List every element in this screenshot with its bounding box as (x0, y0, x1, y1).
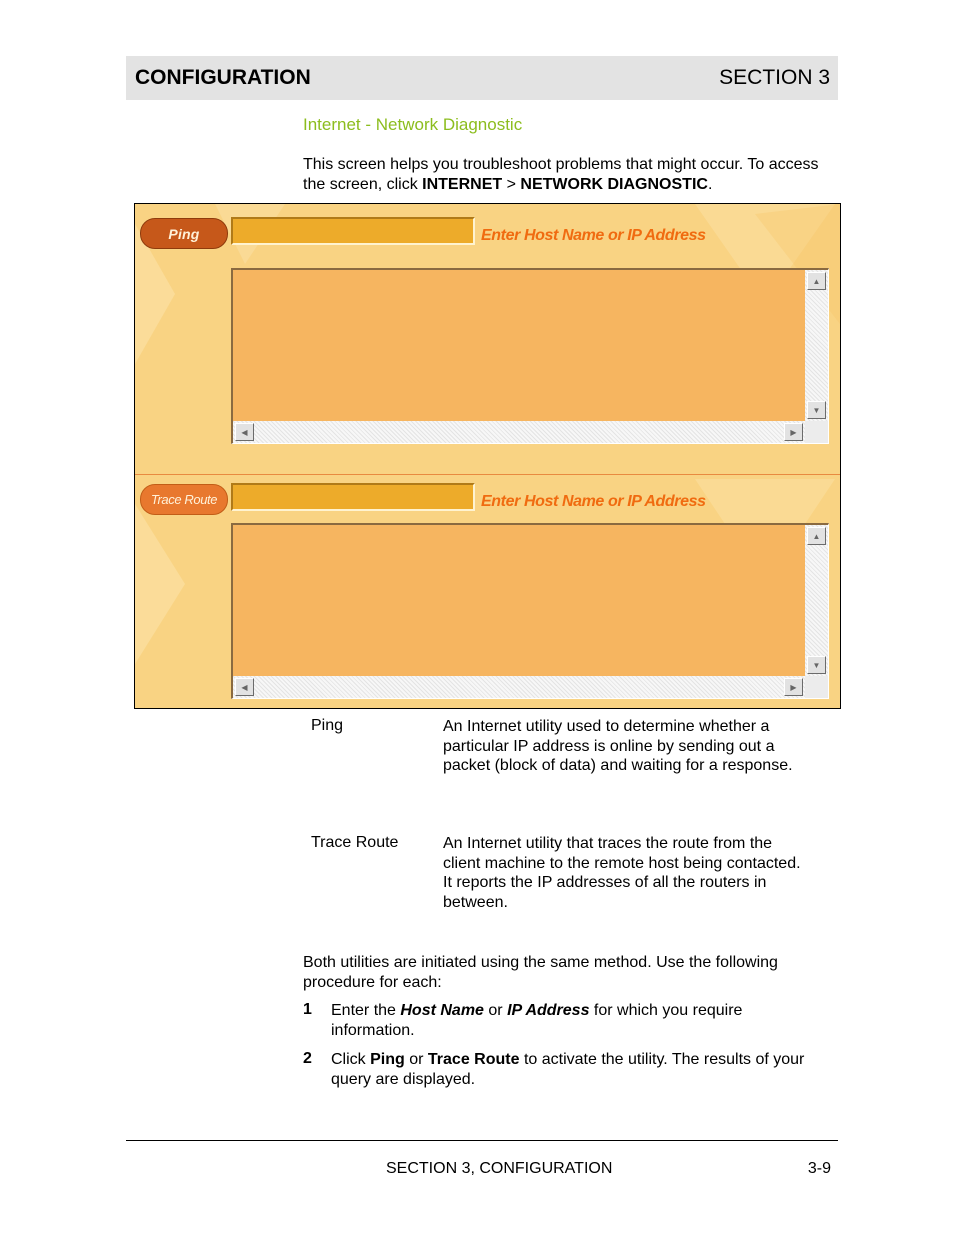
step-trace-route: Trace Route (427, 1051, 520, 1068)
scroll-down-icon[interactable]: ▼ (807, 401, 826, 419)
scroll-down-icon[interactable]: ▼ (807, 656, 826, 674)
step-text-part: or (404, 1051, 428, 1068)
footer-section: SECTION 3, CONFIGURATION (386, 1160, 613, 1177)
trace-results-box[interactable] (231, 523, 829, 699)
header-section: SECTION 3 (719, 66, 830, 89)
step-text (331, 1050, 821, 1090)
ping-host-input[interactable] (231, 217, 475, 245)
step-text-part: Enter the (331, 1002, 401, 1019)
procedure-intro: Both utilities are initiated using the same method. Use the following procedure for each: (303, 954, 778, 991)
ping-button[interactable]: Ping (140, 218, 228, 249)
ping-horizontal-scrollbar[interactable] (233, 421, 805, 443)
scroll-left-icon[interactable]: ◀ (235, 423, 254, 441)
scroll-up-icon[interactable]: ▲ (807, 272, 826, 290)
ping-results-area (233, 270, 805, 421)
section-divider (135, 474, 840, 475)
footer-rule (126, 1140, 838, 1141)
step-text (331, 1001, 821, 1041)
step-text-part: to activate the utility. The results of your query are displayed. (331, 1051, 805, 1088)
intro-paragraph (303, 155, 823, 195)
trace-results-area (233, 525, 805, 676)
step-number: 1 (303, 1001, 312, 1018)
step-text-part: Click (331, 1051, 371, 1068)
trace-horizontal-scrollbar[interactable] (233, 676, 805, 698)
ping-results-box[interactable] (231, 268, 829, 444)
step-text-part: or (483, 1002, 508, 1019)
trace-route-button[interactable]: Trace Route (140, 484, 228, 515)
network-diagnostic-screenshot (134, 203, 841, 709)
scroll-right-icon[interactable]: ▶ (784, 423, 803, 441)
definition-text: An Internet utility that traces the route from the client machine to the remote host being contacted. It reports the IP addresses of all the routers in between. (443, 835, 801, 912)
trace-vertical-scrollbar[interactable] (805, 525, 828, 676)
scroll-corner (805, 421, 828, 443)
step-host-name: Host Name (400, 1002, 484, 1019)
ping-vertical-scrollbar[interactable] (805, 270, 828, 421)
intro-internet: INTERNET (422, 176, 503, 193)
definition-term: Trace Route (311, 834, 399, 851)
definition-text: An Internet utility used to determine whether a particular IP address is online by sending out a packet (block of data) and waiting for a response. (443, 718, 793, 775)
intro-network-diagnostic: NETWORK DIAGNOSTIC (520, 176, 708, 193)
step-ip-address: IP Address (507, 1002, 590, 1019)
scroll-corner (805, 676, 828, 698)
trace-hint-label: Enter Host Name or IP Address (481, 493, 706, 510)
intro-separator: > (502, 176, 521, 193)
page-subtitle: Internet - Network Diagnostic (303, 115, 523, 134)
step-ping: Ping (370, 1051, 405, 1068)
intro-text: This screen helps you troubleshoot problems that might occur. To access the screen, click (303, 156, 819, 193)
header-title: CONFIGURATION (135, 66, 311, 89)
trace-host-input[interactable] (231, 483, 475, 511)
page-number: 3-9 (807, 1160, 831, 1177)
definition-term: Ping (311, 717, 344, 734)
step-text-part: for which you require information. (331, 1002, 743, 1039)
intro-end: . (707, 176, 713, 193)
scroll-up-icon[interactable]: ▲ (807, 527, 826, 545)
scroll-right-icon[interactable]: ▶ (784, 678, 803, 696)
ping-hint-label: Enter Host Name or IP Address (481, 227, 706, 244)
step-number: 2 (303, 1050, 312, 1067)
scroll-left-icon[interactable]: ◀ (235, 678, 254, 696)
section-header (126, 56, 838, 100)
